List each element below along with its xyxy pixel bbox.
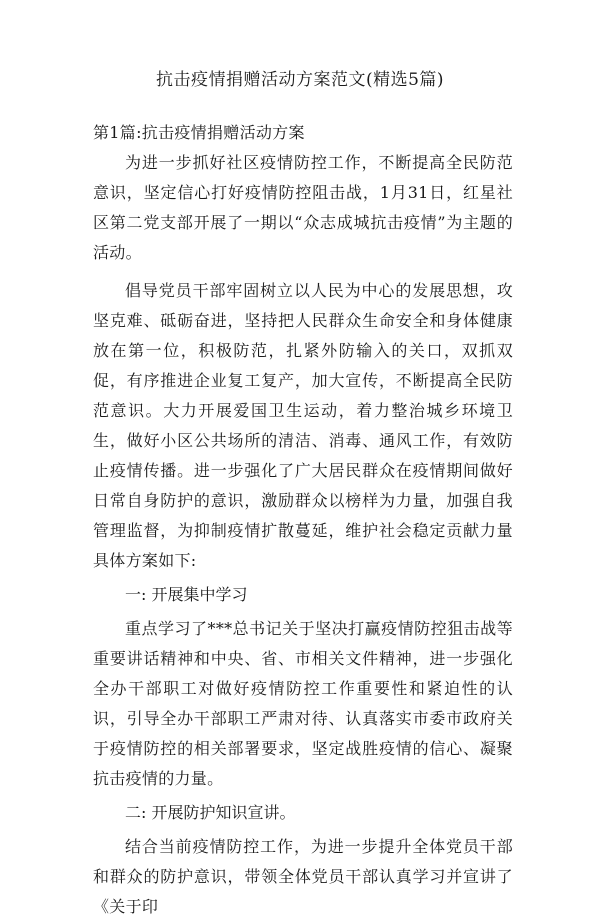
document-body (93, 118, 513, 922)
paragraph-knowledge: 结合当前疫情防控工作，为进一步提升全体党员干部和群众的防护意识，带领全体党员干部认真学习并宣讲了《关于印 (93, 837, 513, 916)
subheading-knowledge: 二: 开展防护知识宣讲。 (125, 803, 296, 822)
section-heading: 第1篇:抗击疫情捐赠活动方案 (93, 123, 305, 142)
paragraph-advocacy: 倡导党员干部牢固树立以人民为中心的发展思想，攻坚克难、砥砺奋进，坚持把人民群众生命安全和身体健康放在第一位，积极防范，扎紧外防输入的关口，双抓双促，有序推进企业复工复产，加大宣传，不断提高全民防范意识。大力开展爱国卫生运动，着力整治城乡环境卫生，做好小区公共场所的清洁、消毒、通风工作，有效防止疫情传播。进一步强化了广大居民群众在疫情期间做好日常自身防护的意识，激励群众以榜样为力量，加强自我管理监督，为抑制疫情扩散蔓延，维护社会稳定贡献力量具体方案如下: (93, 281, 513, 570)
paragraph-intro: 为进一步抓好社区疫情防控工作，不断提高全民防范意识，坚定信心打好疫情防控阻击战，1月31日，红星社区第二党支部开展了一期以“众志成城抗击疫情”为主题的活动。 (93, 153, 513, 262)
subheading-study: 一: 开展集中学习 (125, 585, 248, 604)
document-title: 抗击疫情捐赠活动方案范文(精选5篇) (155, 70, 445, 90)
paragraph-study: 重点学习了***总书记关于坚决打赢疫情防控狙击战等重要讲话精神和中央、省、市相关文件精神，进一步强化全办干部职工对做好疫情防控工作重要性和紧迫性的认识，引导全办干部职工严肃对待、认真落实市委市政府关于疫情防控的相关部署要求，坚定战胜疫情的信心、凝聚抗击疫情的力量。 (93, 619, 513, 788)
